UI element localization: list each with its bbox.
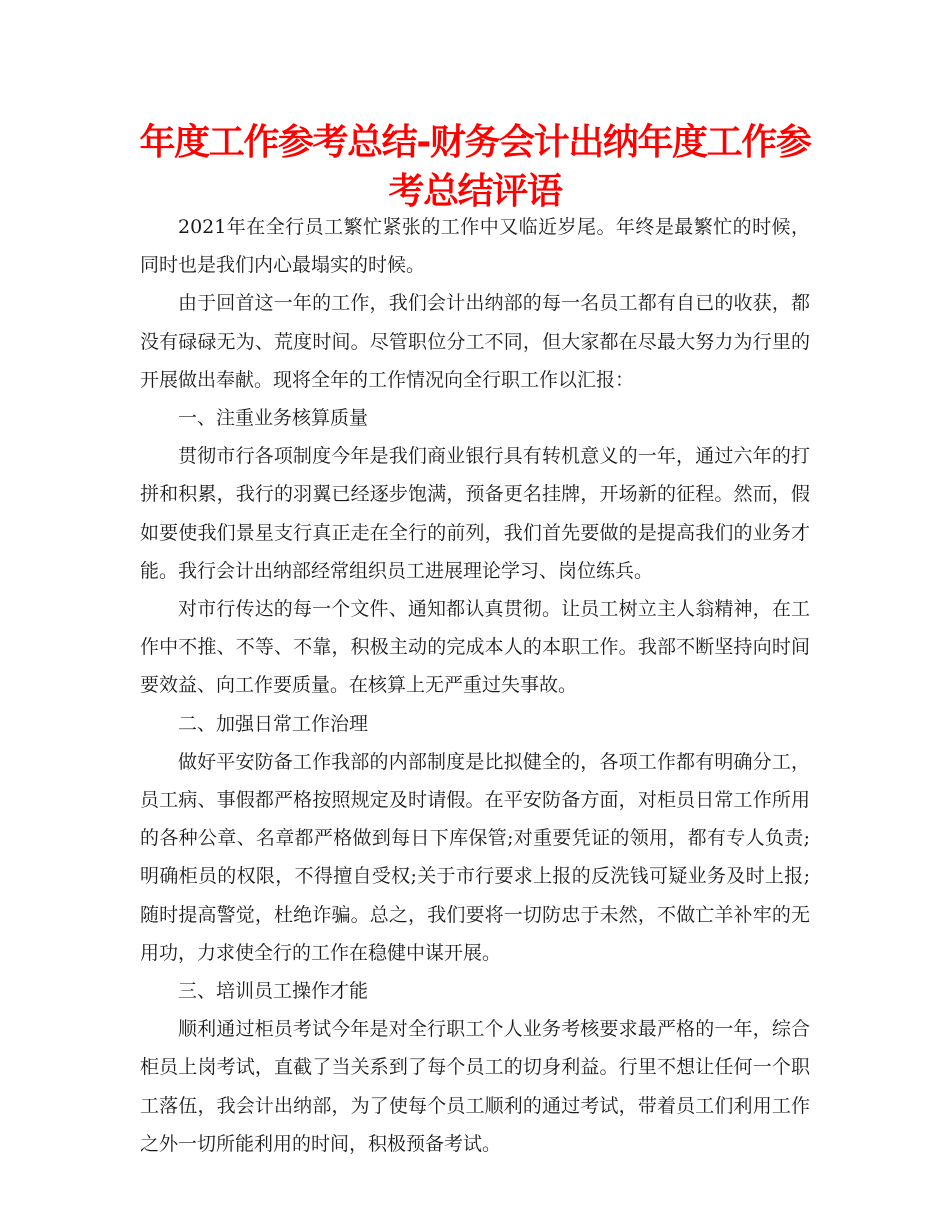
paragraph: 做好平安防备工作我部的内部制度是比拟健全的，各项工作都有明确分工，员工病、事假都严格按照规定及时请假。在平安防备方面，对柜员日常工作所用的各种公章、名章都严格做到每日下库保管;对重要凭证的领用，都有专人负责;明确柜员的权限，不得擅自受权;关于市行要求上报的反洗钱可疑业务及时上报;随时提高警觉，杜绝诈骗。总之，我们要将一切防忠于未然，不做亡羊补牢的无用功，力求使全行的工作在稳健中谋开展。 xyxy=(140,750,810,964)
document-title: 年度工作参考总结-财务会计出纳年度工作参考总结评语 xyxy=(139,122,811,212)
paragraph: 由于回首这一年的工作，我们会计出纳部的每一名员工都有自已的收获，都没有碌碌无为、荒度时间。尽管职位分工不同，但大家都在尽最大努力为行里的开展做出奉献。现将全年的工作情况向全行职工作以汇报： xyxy=(140,292,810,391)
section-heading: 二、加强日常工作治理 xyxy=(178,712,369,735)
paragraph: 贯彻市行各项制度今年是我们商业银行具有转机意义的一年，通过六年的打拼和积累，我行的羽翼已经逐步饱满，预备更名挂牌，开场新的征程。然而，假如要使我们景星支行真正走在全行的前列，我们首先要做的是提高我们的业务才能。我行会计出纳部经常组织员工进展理论学习、岗位练兵。 xyxy=(140,445,810,582)
document-body xyxy=(140,208,810,1163)
section-heading: 一、注重业务核算质量 xyxy=(178,407,369,430)
section-heading: 三、培训员工操作才能 xyxy=(178,980,369,1003)
paragraph: 2021年在全行员工繁忙紧张的工作中又临近岁尾。年终是最繁忙的时候，同时也是我们内心最塌实的时候。 xyxy=(140,216,810,277)
paragraph: 顺利通过柜员考试今年是对全行职工个人业务考核要求最严格的一年，综合柜员上岗考试，直截了当关系到了每个员工的切身利益。行里不想让任何一个职工落伍，我会计出纳部，为了使每个员工顺利的通过考试，带着员工们利用工作之外一切所能利用的时间，积极预备考试。 xyxy=(140,1018,810,1155)
paragraph: 对市行传达的每一个文件、通知都认真贯彻。让员工树立主人翁精神，在工作中不推、不等、不靠，积极主动的完成本人的本职工作。我部不断坚持向时间要效益、向工作要质量。在核算上无严重过失事故。 xyxy=(140,598,810,697)
